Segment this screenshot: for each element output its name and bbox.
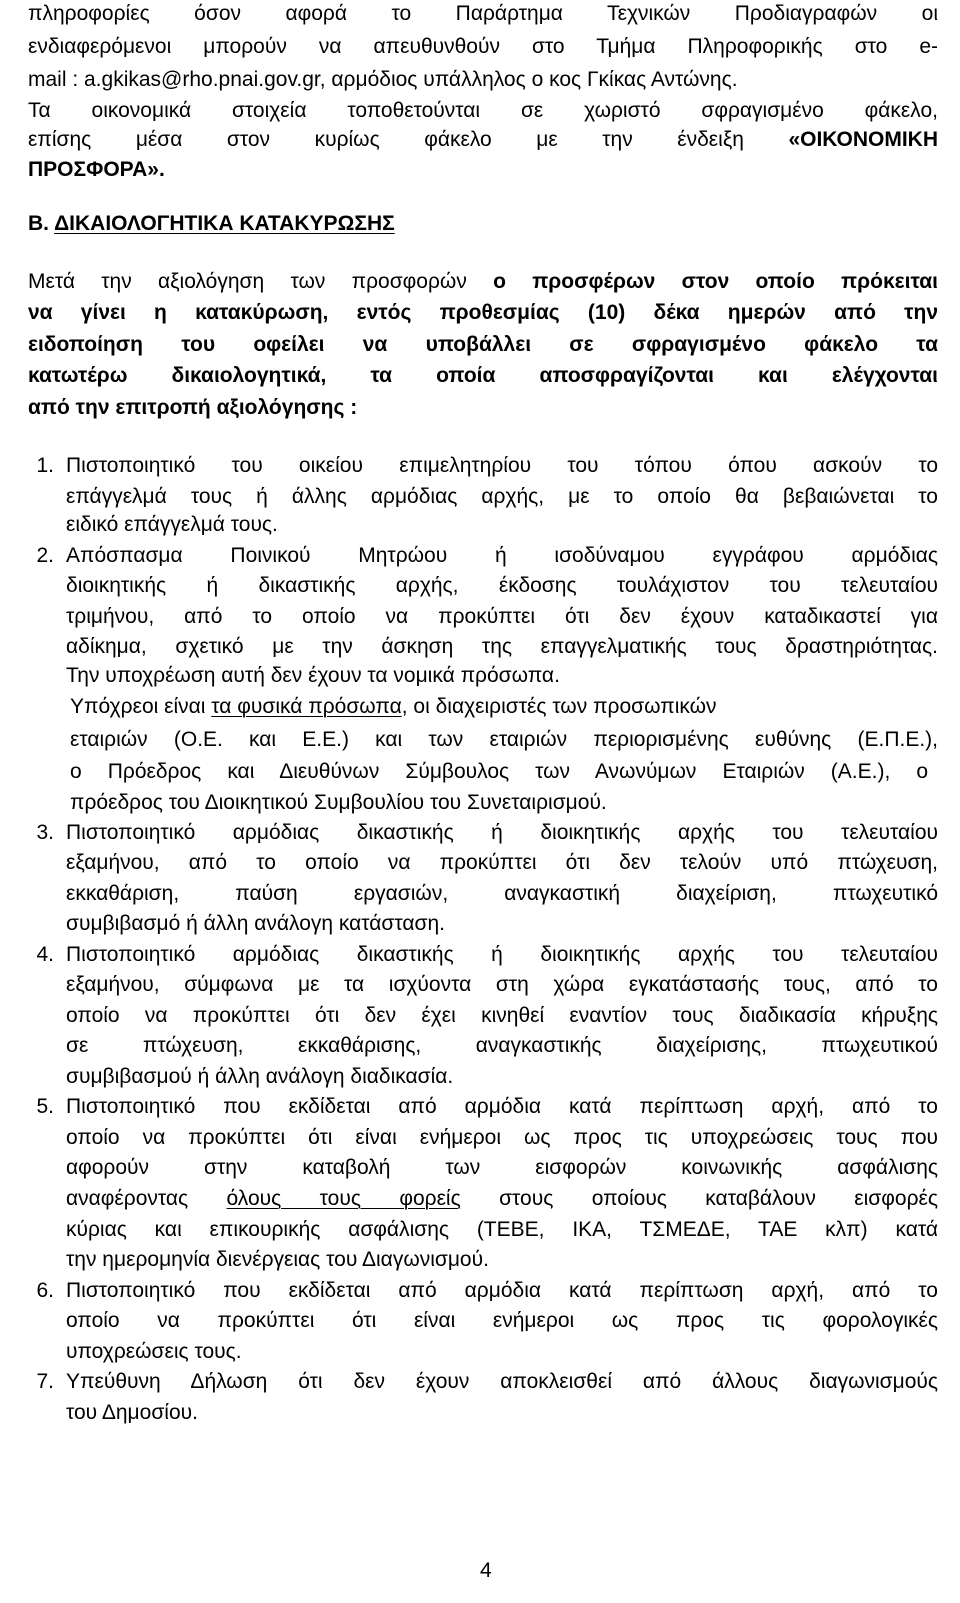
list-item-line: διοικητικής ή δικαστικής αρχής, έκδοσης τουλάχιστον του τελευταίου (66, 574, 938, 597)
section-paragraph-line: κατωτέρω δικαιολογητικά, τα οποία αποσφραγίζονται και ελέγχονται (28, 364, 938, 387)
list-item-line: Υπεύθυνη Δήλωση ότι δεν έχουν αποκλεισθεί από άλλους διαγωνισμούς (66, 1370, 938, 1393)
section-paragraph-line: ειδοποίηση του οφείλει να υποβάλλει σε σφραγισμένο φάκελο τα (28, 333, 938, 356)
list-item-line: σε πτώχευση, εκκαθάρισης, αναγκαστικής διαχείρισης, πτωχευτικού (66, 1034, 938, 1057)
section-text-bold: ο προσφέρων στον οποίο πρόκειται (493, 270, 938, 293)
list-item-number: 4. (36, 943, 54, 966)
list-item-line: αφορούν στην καταβολή των εισφορών κοινωνικής ασφάλισης (66, 1156, 938, 1179)
intro-line: ενδιαφερόμενοι μπορούν να απευθυνθούν στο Τμήμα Πληροφορικής στο e- (28, 35, 938, 58)
list-item-line: Πιστοποιητικό του οικείου επιμελητηρίου του τόπου όπου ασκούν το (66, 454, 938, 477)
list-item-line: ο Πρόεδρος και Διευθύνων Σύμβουλος των Ανωνύμων Εταιριών (Α.Ε.), ο (70, 760, 928, 783)
list-item-line: Απόσπασμα Ποινικού Μητρώου ή ισοδύναμου εγγράφου αρμόδιας (66, 544, 938, 567)
list-item-number: 1. (36, 454, 54, 477)
list-item-line: εξαμήνου, σύμφωνα με τα ισχύοντα στη χώρα εγκατάστασής τους, από το (66, 973, 938, 996)
list-item-line: πρόεδρος του Διοικητικού Συμβουλίου του Συνεταιρισμού. (70, 791, 607, 814)
list-item-line: οποίο να προκύπτει ότι είναι ενήμερoι ως προς τις υποχρεώσεις τους που (66, 1126, 938, 1149)
page-number: 4 (480, 1559, 492, 1582)
list-item-text: στους οποίους καταβάλουν εισφορές (460, 1187, 938, 1210)
section-title: ΔΙΚΑΙΟΛΟΓΗΤΙΚΑ ΚΑΤΑΚΥΡΩΣΗΣ (54, 212, 395, 235)
intro-line: ΠΡΟΣΦΟΡΑ». (28, 158, 165, 181)
list-item-line: εκκαθάριση, παύση εργασιών, αναγκαστική διαχείριση, πτωχευτικό (66, 882, 938, 905)
list-item-line: αδίκημα, σχετικό με την άσκηση της επαγγελματικής τους δραστηριότητας. (66, 635, 938, 658)
list-item-line (70, 693, 717, 721)
section-paragraph-line: να γίνει η κατακύρωση, εντός προθεσμίας (10) δέκα ημερών από την (28, 301, 938, 324)
intro-line (28, 126, 938, 154)
list-item-line: Πιστοποιητικό αρμόδιας δικαστικής ή διοικητικής αρχής του τελευταίου (66, 821, 938, 844)
list-item-line: ειδικό επάγγελμά τους. (66, 513, 278, 536)
list-item-line: κύριας και επικουρικής ασφάλισης (ΤΕΒΕ, ΙΚΑ, ΤΣΜΕΔΕ, ΤΑΕ κλπ) κατά (66, 1218, 938, 1241)
list-item-line: υποχρεώσεις τους. (66, 1340, 242, 1363)
list-item-number: 5. (36, 1095, 54, 1118)
list-item-line: οποίο να προκύπτει ότι δεν έχει κινηθεί εναντίον τους διαδικασία κήρυξης (66, 1004, 938, 1027)
list-item-line: Πιστοποιητικό που εκδίδεται από αρμόδια κατά περίπτωση αρχή, από το (66, 1095, 938, 1118)
underlined-text: τα φυσικά πρόσωπα (211, 695, 402, 718)
list-item-line: την ημερομηνία διενέργειας του Διαγωνισμού. (66, 1248, 489, 1271)
intro-line: Τα οικονομικά στοιχεία τοποθετούνται σε χωριστό σφραγισμένο φάκελο, (28, 99, 938, 122)
intro-line: πληροφορίες όσον αφορά το Παράρτημα Τεχνικών Προδιαγραφών οι (28, 2, 938, 25)
list-item-text: , οι διαχειριστές των προσωπικών (401, 695, 717, 718)
intro-text: επίσης μέσα στον κυρίως φάκελο με την ένδειξη (28, 128, 789, 151)
list-item-line: συμβιβασμό ή άλλη ανάλογη κατάσταση. (66, 912, 446, 935)
section-text: Μετά την αξιολόγηση των προσφορών (28, 270, 494, 293)
list-item-text: Υπόχρεοι είναι (70, 695, 212, 718)
list-item-line: Την υποχρέωση αυτή δεν έχουν τα νομικά πρόσωπα. (66, 664, 560, 687)
list-item-line: οποίο να προκύπτει ότι είναι ενήμεροι ως προς τις φορολογικές (66, 1309, 938, 1332)
section-heading (28, 210, 395, 238)
section-paragraph-line (28, 268, 938, 296)
list-item-line: εξαμήνου, από το οποίο να προκύπτει ότι δεν τελούν υπό πτώχευση, (66, 851, 938, 874)
list-item-number: 7. (36, 1370, 54, 1393)
intro-line: mail : a.gkikas@rho.pnai.gov.gr, αρμόδιος υπάλληλος ο κος Γκίκας Αντώνης. (28, 68, 738, 91)
list-item-line: του Δημοσίου. (66, 1401, 198, 1424)
list-item-line (66, 1185, 938, 1213)
list-item-number: 6. (36, 1279, 54, 1302)
section-prefix: Β. (28, 212, 55, 235)
list-item-text: αναφέροντας (66, 1187, 227, 1210)
list-item-line: εταιριών (Ο.Ε. και Ε.Ε.) και των εταιριών περιορισμένης ευθύνης (Ε.Π.Ε.), (70, 728, 938, 751)
financial-offer-label: «ΟΙΚΟΝΟΜΙΚΗ (788, 128, 938, 151)
list-item-line: Πιστοποιητικό αρμόδιας δικαστικής ή διοικητικής αρχής του τελευταίου (66, 943, 938, 966)
section-paragraph-line: από την επιτροπή αξιολόγησης : (28, 396, 358, 419)
list-item-line: επάγγελμά τους ή άλλης αρμόδιας αρχής, με το οποίο θα βεβαιώνεται το (66, 485, 938, 508)
list-item-number: 2. (36, 544, 54, 567)
list-item-number: 3. (36, 821, 54, 844)
underlined-text: όλους τους φορείς (226, 1187, 461, 1210)
list-item-line: τριμήνου, από το οποίο να προκύπτει ότι δεν έχουν καταδικαστεί για (66, 605, 938, 628)
list-item-line: συμβιβασμού ή άλλη ανάλογη διαδικασία. (66, 1065, 454, 1088)
list-item-line: Πιστοποιητικό που εκδίδεται από αρμόδια κατά περίπτωση αρχή, από το (66, 1279, 938, 1302)
